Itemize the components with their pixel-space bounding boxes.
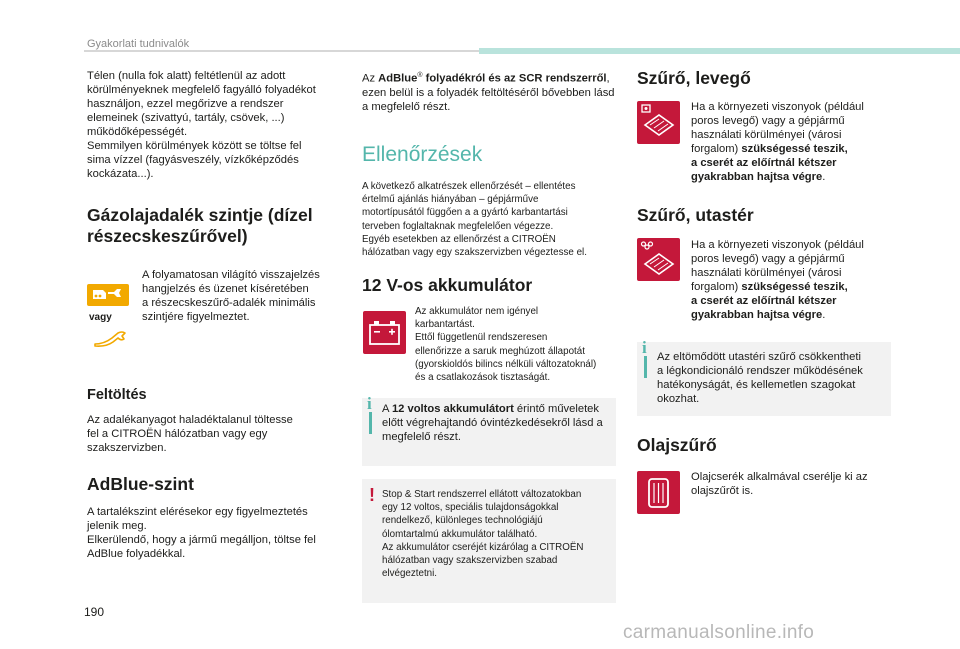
info-icon: i xyxy=(642,338,647,357)
battery-info-text: A 12 voltos akkumulátort érintő műveletek előtt végrehajtandó óvintézkedésekről lásd a megfelelő részt. xyxy=(382,403,603,443)
cabin-filter-info-note xyxy=(637,338,891,416)
diesel-additive-warning-icon xyxy=(86,283,130,307)
oil-filter-text: Olajcserék alkalmával cserélje ki az olajszűrőt is. xyxy=(691,471,868,497)
service-wrench-icon xyxy=(92,330,128,348)
info-note-bar xyxy=(644,356,647,378)
air-filter-text: Ha a környezeti viszonyok (például poros levegő) vagy a gépjármű használati körülményei (városi forgalom) szükségessé teszik, a cserét az előírtnál kétszer gyakrabban hajtsa végre. xyxy=(691,101,864,183)
air-filter-heading: Szűrő, levegő xyxy=(637,68,751,88)
cabin-filter-icon xyxy=(637,238,680,281)
battery-text: Az akkumulátor nem igényel karbantartást. Ettől függetlenül rendszeresen ellenőrizze a saruk meghúzott állapotát (gyorskioldós bilincs nélküli változatoknál) és a csatlakozások tisztaságát. xyxy=(415,306,597,384)
battery-heading: 12 V-os akkumulátor xyxy=(362,275,533,295)
diesel-additive-heading: Gázolajadalék szintje (dízel részecskeszűrővel) xyxy=(87,205,313,246)
checks-heading: Ellenőrzések xyxy=(362,143,483,166)
warning-icon: ! xyxy=(369,485,375,505)
battery-warning-text: Stop & Start rendszerrel ellátott változatokban egy 12 voltos, speciális tulajdonságokkal rendelkező, különleges technológiájú ólomtartalmú akkumulátor található. Az akkumulátor cseréjét kizárólag a CITROËN hálózatban vagy szakszervizben szabad elvégeztetni. xyxy=(382,489,584,580)
section-title: Gyakorlati tudnivalók xyxy=(87,38,190,50)
refill-text: Az adalékanyagot haladéktalanul töltesse fel a CITROËN hálózatban vagy egy szakszervizben. xyxy=(87,414,293,454)
refill-heading: Feltöltés xyxy=(87,387,147,403)
air-filter-icon xyxy=(637,101,680,144)
cabin-filter-text: Ha a környezeti viszonyok (például poros levegő) vagy a gépjármű használati körülményei (városi forgalom) szükségessé teszik, a cserét az előírtnál kétszer gyakrabban hajtsa végre. xyxy=(691,239,864,321)
info-icon: i xyxy=(367,394,372,413)
battery-info-note xyxy=(362,394,616,466)
winter-antifreeze-text: Télen (nulla fok alatt) feltétlenül az adott körülményeknek megfelelő fagyálló folyadékot használjon, ezzel megőrizve a rendszer elemeinek (szivattyú, tartály, csövek, ...) működőképességét. Semmilyen körülmények között se töltse fel sima vízzel (fagyásveszély, vízkőképződés kockázata...). xyxy=(87,70,316,180)
watermark: carmanualsonline.info xyxy=(623,622,815,643)
or-label: vagy xyxy=(89,312,112,323)
adblue-level-text: A tartalékszint elérésekor egy figyelmeztetés jelenik meg. Elkerülendő, hogy a jármű megálljon, töltse fel AdBlue folyadékkal. xyxy=(87,506,316,560)
info-note-bar xyxy=(369,412,372,434)
header-accent-bar xyxy=(479,48,960,54)
cabin-filter-note-text: Az eltömődött utastéri szűrő csökkentheti a légkondicionáló rendszer működésének hatékonyságát, és kellemetlen szagokat okozhat. xyxy=(657,351,863,405)
battery-icon xyxy=(363,311,406,354)
oil-filter-icon xyxy=(637,471,680,514)
diesel-additive-text: A folyamatosan világító visszajelzés hangjelzés és üzenet kíséretében a részecskeszűrő-adalék minimális szintjére figyelmeztet. xyxy=(142,269,320,323)
page-number: 190 xyxy=(84,605,105,619)
oil-filter-heading: Olajszűrő xyxy=(637,435,717,455)
checks-intro-text: A következő alkatrészek ellenőrzését – ellentétes értelmű ajánlás hiányában – gépjárműve motortípusától függően a a gyártó karbantartási terveben foglaltaknak megfelelően végezze. Egyéb esetekben az ellenőrzést a CITROËN hálózatban vagy egy szakszervizben végeztesse el. xyxy=(362,181,587,259)
header-rule xyxy=(84,50,479,52)
adblue-reference-text: Az AdBlue® folyadékról és az SCR rendszerről, ezen belül is a folyadék feltöltéséről bővebben lásd a megfelelő részt. xyxy=(362,72,615,113)
battery-warning-note xyxy=(362,479,616,603)
adblue-level-heading: AdBlue-szint xyxy=(87,474,194,494)
cabin-filter-heading: Szűrő, utastér xyxy=(637,205,754,225)
